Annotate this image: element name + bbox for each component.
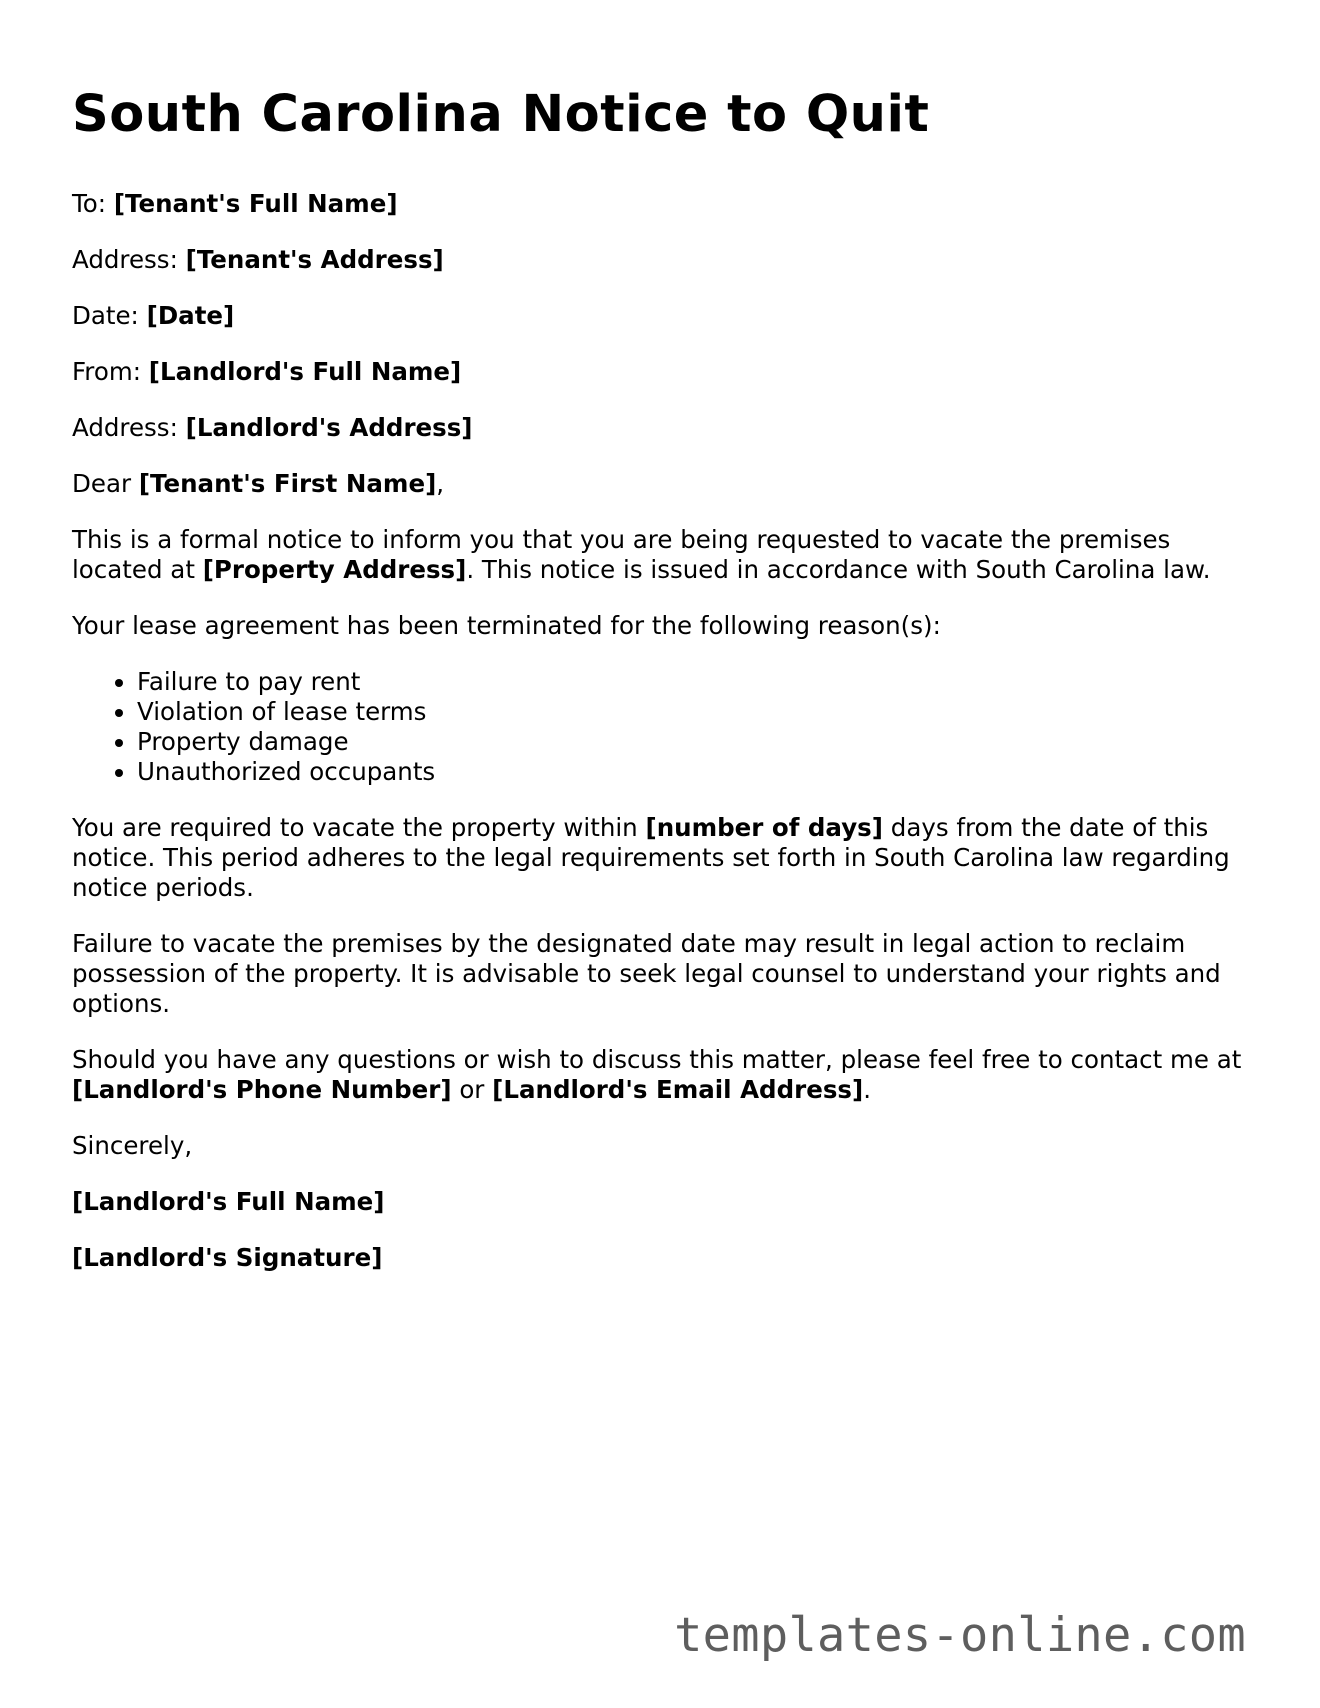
tenant-address: [Tenant's Address] bbox=[185, 245, 444, 275]
landlord-address-line bbox=[72, 413, 1252, 443]
from-line bbox=[72, 357, 1252, 387]
document-title: South Carolina Notice to Quit bbox=[72, 85, 930, 144]
signoff-signature-line bbox=[72, 1243, 1252, 1273]
number-of-days: [number of days] bbox=[645, 813, 883, 843]
salutation bbox=[72, 469, 1252, 499]
to-label: To: bbox=[72, 189, 107, 219]
to-line bbox=[72, 189, 1252, 219]
contact-paragraph bbox=[72, 1045, 1252, 1105]
signoff-name: [Landlord's Full Name] bbox=[72, 1187, 385, 1217]
contact-text: Should you have any questions or wish to discuss this matter, please feel free to contact me at bbox=[72, 1045, 1242, 1075]
contact-end: . bbox=[863, 1075, 871, 1105]
landlord-email: [Landlord's Email Address] bbox=[492, 1075, 864, 1105]
landlord-full-name: [Landlord's Full Name] bbox=[148, 357, 462, 387]
vacate-text-2: days from the date of this notice. This period adheres to the legal requirements set forth in South Carolina law regarding notice periods. bbox=[72, 813, 1230, 903]
vacate-paragraph bbox=[72, 813, 1252, 903]
tenant-full-name: [Tenant's Full Name] bbox=[113, 189, 398, 219]
tenant-first-name: [Tenant's First Name] bbox=[138, 469, 437, 499]
list-item: • Property damage bbox=[137, 727, 1252, 757]
reasons-list bbox=[72, 667, 1252, 787]
signoff-name-line bbox=[72, 1187, 1252, 1217]
intro-text-1: This is a formal notice to inform you that you are being requested to vacate the premises located at bbox=[72, 525, 1171, 585]
landlord-address-label: Address: bbox=[72, 413, 178, 443]
contact-or: or bbox=[459, 1075, 485, 1105]
salutation-comma: , bbox=[436, 469, 445, 499]
reasons-intro: Your lease agreement has been terminated for the following reason(s): bbox=[72, 611, 941, 641]
watermark: templates-online.com bbox=[674, 1608, 1246, 1663]
intro-paragraph bbox=[72, 525, 1252, 585]
closing: Sincerely, bbox=[72, 1131, 193, 1161]
signoff-signature: [Landlord's Signature] bbox=[72, 1243, 383, 1273]
document-page bbox=[72, 84, 1252, 1299]
failure-paragraph: Failure to vacate the premises by the designated date may result in legal action to reclaim possession of the property. It is advisable to seek legal counsel to understand your rights and options. bbox=[72, 929, 1221, 1019]
vacate-text-1: You are required to vacate the property within bbox=[72, 813, 638, 843]
from-label: From: bbox=[72, 357, 141, 387]
date-line bbox=[72, 301, 1252, 331]
property-address: [Property Address] bbox=[202, 555, 467, 585]
date-label: Date: bbox=[72, 301, 139, 331]
list-item: • Violation of lease terms bbox=[137, 697, 1252, 727]
date-value: [Date] bbox=[146, 301, 235, 331]
tenant-address-line bbox=[72, 245, 1252, 275]
landlord-address: [Landlord's Address] bbox=[185, 413, 473, 443]
salutation-prefix: Dear bbox=[72, 469, 132, 499]
landlord-phone: [Landlord's Phone Number] bbox=[72, 1075, 452, 1105]
list-item: • Failure to pay rent bbox=[137, 667, 1252, 697]
tenant-address-label: Address: bbox=[72, 245, 178, 275]
intro-text-2: . This notice is issued in accordance with South Carolina law. bbox=[466, 555, 1211, 585]
list-item: • Unauthorized occupants bbox=[137, 757, 1252, 787]
